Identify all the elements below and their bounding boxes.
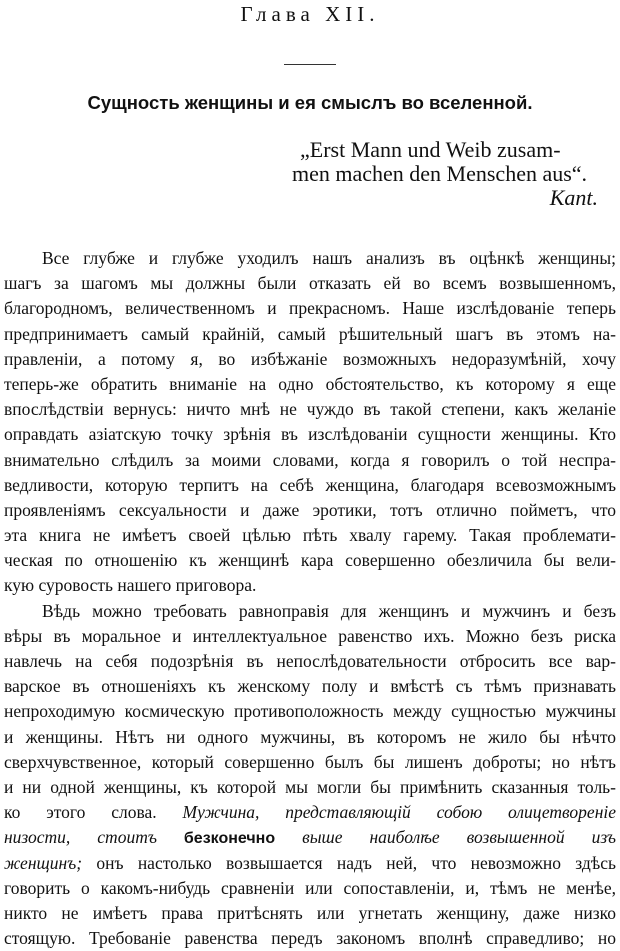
text-line: ческая по отношенiю къ женщинѣ кара совершенно обезличила бы вели- bbox=[4, 550, 616, 571]
body-text bbox=[4, 246, 616, 951]
text-line: впослѣдствiи вернусь: ничто мнѣ не чуждо въ такой степени, какъ желанiе bbox=[4, 399, 616, 420]
text-line: варское въ отношенiяхъ къ женскому полу и вмѣстѣ съ тѣмъ признавать bbox=[4, 676, 616, 697]
text-line: Все глубже и глубже уходилъ нашъ анализъ въ оцѣнкѣ женщины; bbox=[42, 248, 616, 268]
text-line: вѣры въ моральное и интеллектуальное равенство ихъ. Можно безъ риска bbox=[4, 625, 616, 646]
epigraph-author: Kant. bbox=[549, 185, 598, 210]
text-span: онъ настолько возвышается надъ ней, что невозможно здѣсь bbox=[96, 852, 616, 873]
text-line: и женщины. Нѣтъ ни одного мужчины, въ которомъ не жило бы нѣчто bbox=[4, 726, 616, 747]
emphasis-italic: выше наиболѣе возвышенной изъ bbox=[302, 827, 616, 848]
text-line: внимательно слѣдилъ за моими словами, когда я говорилъ о той неспра- bbox=[4, 449, 616, 470]
text-line: и ни одной женщины, къ которой мы могли бы примѣнить сказанныя толь- bbox=[4, 776, 616, 797]
emphasis-italic: женщинъ; bbox=[4, 852, 83, 873]
text-line: предпринимаетъ самый крайнiй, самый рѣшительный шагъ въ этомъ на- bbox=[4, 323, 616, 344]
emphasis-italic: низости, стоитъ bbox=[4, 827, 157, 848]
text-line: сверхчувственное, который совершенно былъ бы лишенъ доброты; но нѣтъ bbox=[4, 751, 616, 772]
epigraph-line: men machen den Menschen aus“. bbox=[292, 161, 588, 186]
text-line: правленiи, а потому я, во избѣжанiе возможныхъ недоразумѣнiй, хочу bbox=[4, 348, 616, 369]
text-line-mixed bbox=[4, 825, 616, 850]
text-line: стоящую. Требованiе равенства передъ закономъ вполнѣ справедливо; но bbox=[4, 928, 616, 949]
text-line-mixed bbox=[4, 800, 616, 825]
text-line: ведливости, которую терпитъ на себѣ женщина, благодаря всевозможнымъ bbox=[4, 474, 616, 495]
epigraph bbox=[292, 137, 616, 210]
text-line-mixed bbox=[4, 851, 616, 876]
text-line: шагъ за шагомъ мы должны были отказать ей во всемъ возвышенномъ, bbox=[4, 273, 616, 294]
epigraph-line: „Erst Mann und Weib zusam- bbox=[300, 137, 561, 162]
chapter-title: Сущность женщины и ея смыслъ во вселенной. bbox=[87, 92, 533, 113]
chapter-heading: Глава XII. bbox=[240, 2, 380, 26]
text-line: навлечь на себя подозрѣнiя въ непослѣдовательности отбросить все вар- bbox=[4, 651, 616, 671]
heading-divider bbox=[284, 64, 336, 65]
text-line: проявленiямъ сексуальности и даже эротики, тотъ отлично пойметъ, что bbox=[4, 499, 616, 520]
emphasis-bold: безконечно bbox=[183, 830, 276, 848]
text-line: оправдать азiатскую точку зрѣнiя въ изслѣдованiи сущности женщины. Кто bbox=[4, 424, 616, 445]
text-line: благородномъ, величественномъ и прекрасномъ. Наше изслѣдованiе теперь bbox=[4, 298, 616, 319]
emphasis-italic: Мужчина, представляющiй собою олицетворенiе bbox=[182, 802, 616, 823]
text-span: ко этого слова. bbox=[4, 802, 157, 823]
text-line: Вѣдь можно требовать равноправiя для женщинъ и мужчинъ и безъ bbox=[42, 600, 616, 621]
text-line: эта книга не имѣетъ своей цѣлью пѣть хвалу гарему. Такая проблемати- bbox=[4, 525, 616, 546]
text-line: теперь-же обратить вниманiе на одно обстоятельство, къ которому я еще bbox=[4, 373, 616, 394]
text-line: непроходимую космическую противоположность между сущностью мужчины bbox=[4, 701, 616, 722]
text-line: кую суровость нашего приговора. bbox=[4, 575, 257, 596]
text-line: говорить о какомъ-нибудь сравненiи или сопоставленiи, и, тѣмъ не менѣе, bbox=[4, 877, 616, 898]
text-line: никто не имѣетъ права притѣснять или угнетать женщину, даже низко bbox=[4, 902, 616, 923]
